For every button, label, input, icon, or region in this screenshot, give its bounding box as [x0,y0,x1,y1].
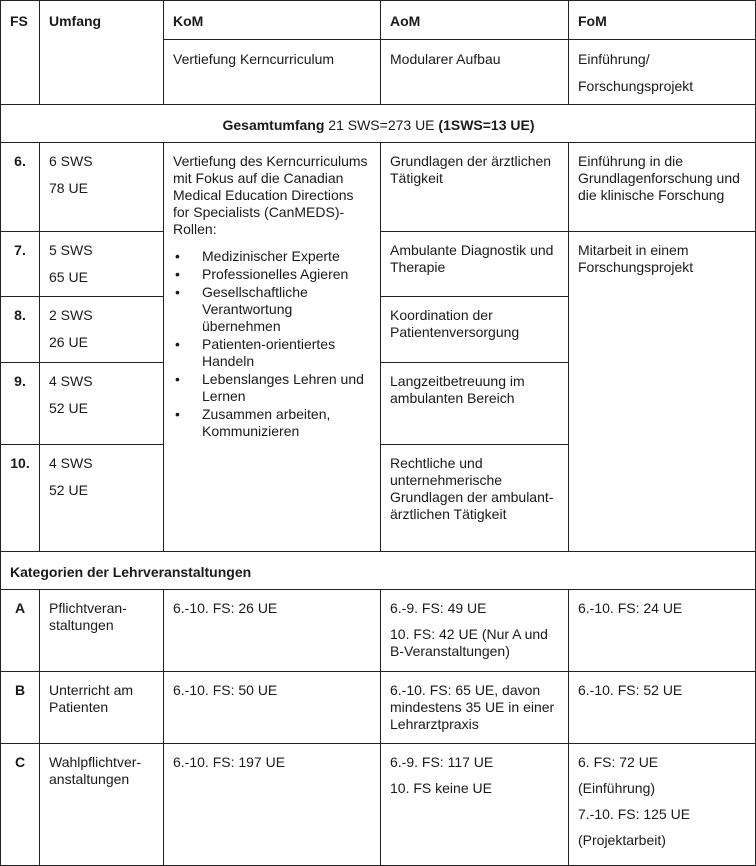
subheader-kom: Vertiefung Kerncurriculum [164,40,381,105]
gesamt-label: Gesamtumfang [222,117,325,133]
semester-sws: 4 SWS [49,373,93,389]
semester-ue: 26 UE [49,334,88,350]
kategorie-aom-line: 6.-9. FS: 49 UE [390,600,487,616]
gesamt-cell [1,105,756,143]
kategorie-aom [381,744,569,866]
gesamt-row [1,105,756,143]
kategorie-aom: 6.-10. FS: 65 UE, davon mindestens 35 UE in einer Lehrarztpraxis [381,672,569,744]
semester-sws: 4 SWS [49,455,93,471]
semester-aom: Rechtliche und unternehmerische Grundlagen der ambulant-ärztlichen Tätigkeit [381,445,569,552]
kategorie-fom-line: 6. FS: 72 UE [578,754,659,770]
list-item: • Zusammen arbeiten, Kommunizieren [173,406,372,440]
list-item: • Lebenslanges Lehren und Lernen [173,371,372,405]
semester-aom: Grundlagen der ärztlichen Tätigkeit [381,143,569,232]
header-kom: KoM [164,1,381,40]
kategorie-row-a [1,590,756,672]
kategorie-fom: 6.-10. FS: 24 UE [569,590,756,672]
kategorie-name: Wahlpflichtver-anstaltungen [40,744,164,866]
subheader-fom-line2: Forschungsprojekt [578,78,694,94]
kategorie-row-b [1,672,756,744]
header-fom: FoM [569,1,756,40]
semester-ue: 52 UE [49,400,88,416]
kategorie-fom: 6.-10. FS: 52 UE [569,672,756,744]
kategorie-aom-line: 10. FS keine UE [390,780,492,796]
semester-ue: 65 UE [49,269,88,285]
kategorie-fom-line: (Einführung) [578,780,656,796]
semester-sws: 6 SWS [49,153,93,169]
list-item: • Gesellschaftliche Verantwortung übernehmen [173,284,372,335]
kategorie-kom: 6.-10. FS: 197 UE [164,744,381,866]
header-row [1,1,756,40]
semester-fs: 9. [1,363,40,445]
semester-aom: Langzeitbetreuung im ambulanten Bereich [381,363,569,445]
gesamt-value: 21 SWS=273 UE [328,117,435,133]
kategorie-fom-line: 7.-10. FS: 125 UE [578,806,691,822]
semester-row-6 [1,143,756,232]
kategorie-aom [381,590,569,672]
kategorie-letter: B [1,672,40,744]
subheader-fom [569,40,756,105]
kategorie-letter: C [1,744,40,866]
fom-block-1: Einführung in die Grundlagenforschung und die klinische Forschung [569,143,756,232]
semester-sws: 2 SWS [49,307,93,323]
kom-block [164,143,381,552]
semester-aom: Koordination der Patientenversorgung [381,297,569,363]
semester-umfang [40,232,164,297]
kategorie-aom-line: 10. FS: 42 UE (Nur A und B-Veranstaltungen) [390,626,548,659]
kom-intro: Vertiefung des Kerncurriculums mit Fokus auf die Canadian Medical Education Directions for Specialists (CanMEDS)-Rollen: [173,153,368,237]
kategorie-aom-line: 6.-9. FS: 117 UE [390,754,494,770]
semester-fs: 8. [1,297,40,363]
semester-sws: 5 SWS [49,242,93,258]
list-item: • Professionelles Agieren [173,266,372,283]
semester-umfang [40,363,164,445]
kategorie-name: Unterricht am Patienten [40,672,164,744]
gesamt-note: (1SWS=13 UE) [438,117,535,133]
kategorie-fom [569,744,756,866]
kategorien-title: Kategorien der Lehrveranstaltungen [1,552,756,590]
fom-block-2: Mitarbeit in einem Forschungsprojekt [569,232,756,552]
kategorie-fom-line: (Projektarbeit) [578,832,666,848]
semester-umfang [40,143,164,232]
kategorie-kom: 6.-10. FS: 26 UE [164,590,381,672]
semester-ue: 52 UE [49,482,88,498]
kategorie-name: Pflichtveran-staltungen [40,590,164,672]
subheader-fom-line1: Einführung/ [578,51,650,67]
subheader-aom: Modularer Aufbau [381,40,569,105]
semester-fs: 10. [1,445,40,552]
semester-umfang [40,445,164,552]
semester-fs: 7. [1,232,40,297]
list-item: • Medizinischer Experte [173,248,372,265]
kategorie-row-c [1,744,756,866]
header-umfang: Umfang [40,1,164,105]
semester-ue: 78 UE [49,180,88,196]
kategorien-title-row [1,552,756,590]
semester-umfang [40,297,164,363]
kategorie-kom: 6.-10. FS: 50 UE [164,672,381,744]
kategorie-letter: A [1,590,40,672]
header-aom: AoM [381,1,569,40]
semester-aom: Ambulante Diagnostik und Therapie [381,232,569,297]
list-item: • Patienten-orientiertes Handeln [173,336,372,370]
semester-fs: 6. [1,143,40,232]
header-fs: FS [1,1,40,105]
kom-role-list [173,248,372,440]
